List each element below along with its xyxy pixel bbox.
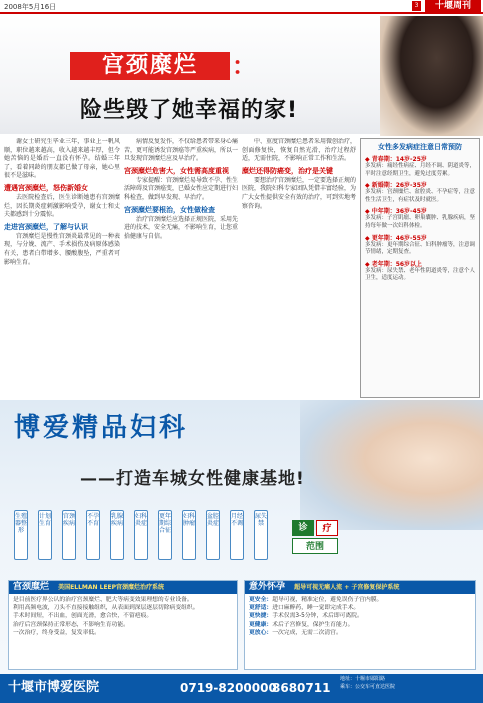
- tip-heading: ◆ 新婚期：26岁-35岁: [365, 182, 427, 190]
- panel-title-bar: [9, 581, 237, 594]
- hospital-name: 十堰市博爱医院: [8, 680, 100, 695]
- tip-item: [365, 206, 475, 230]
- paper-name: 十堰周刊: [425, 0, 481, 13]
- page-number: 3: [412, 1, 421, 11]
- scope-badge-treat: 疗: [316, 520, 338, 536]
- advert-slogan: ——打造车城女性健康基地!: [80, 469, 305, 489]
- tip-heading: ◆ 更年期：46岁-55岁: [365, 234, 427, 242]
- service-tag: 乳腺疾病: [110, 510, 124, 560]
- tip-heading: ◆ 青春期：14岁-25岁: [365, 156, 427, 163]
- panel-list: [245, 594, 475, 639]
- tip-item: [365, 259, 475, 283]
- panel-subtitle: 美国ELLMAN LEEP宫颈糜烂治疗系统: [58, 584, 165, 591]
- panel-list-item: [249, 604, 471, 612]
- feature-key: 更舒适：: [249, 605, 273, 612]
- article-subhead: 走进宫颈糜烂，了解与认识: [4, 222, 88, 231]
- article-paragraph: 谢女士研究生毕业三年，事业上一帆风顺，职位越来越高，收入越来越丰厚，但令她苦恼的是婚后一直没有怀孕。结婚三年了，看着同龄的朋友都已做了母亲，她心里很不是滋味。: [4, 138, 120, 180]
- panel-title: 宫颈糜烂: [13, 582, 50, 592]
- hotline-secondary: 8680711: [272, 681, 331, 695]
- panel-list: [9, 594, 237, 639]
- cervical-treatment-panel: [8, 580, 238, 670]
- feature-value: 超导可视，精准定位，避免误伤子宫内膜。: [272, 597, 383, 603]
- tip-item: [365, 154, 475, 178]
- service-tag: 不孕不育: [86, 510, 100, 560]
- feature-key: 更放心：: [249, 629, 273, 636]
- service-tag: 盆腔炎症: [206, 510, 220, 560]
- article-subhead: 遭遇宫颈糜烂，怒伤新婚女: [4, 183, 88, 192]
- abortion-service-panel: [244, 580, 476, 670]
- panel-list-item: [249, 612, 471, 620]
- article-subhead: 糜烂还得防癌变，治疗是关键: [242, 166, 333, 175]
- service-tag: 宫颈疾病: [62, 510, 76, 560]
- panel-subtitle: 超导可视无痛人流 + 子宫修复保护系统: [294, 584, 400, 591]
- scope-badge-diagnose: 诊: [292, 520, 314, 536]
- hospital-address: 地址：十堰市郧阳路: [340, 676, 386, 682]
- feature-value: 术后子宫修复，保护生育能力。: [272, 621, 354, 628]
- health-tips-box: [360, 138, 480, 398]
- article-subhead: 宫颈糜烂要根治，女性做检查: [124, 205, 215, 214]
- tip-heading: ◆ 中年期：36岁-45岁: [365, 208, 427, 216]
- panel-list-item: 是目前医疗界公认的治疗宫颈糜烂、肥大等病变效果理想的专业设备。: [13, 597, 193, 603]
- article-paragraph: 专家提醒：宫颈糜烂易导致不孕、性生活障碍及宫颈癌变，已婚女性应定期进行妇科检查，做到早发现、早治疗。: [124, 176, 238, 201]
- tip-text: 多发病：子宫肌瘤、卵巢囊肿、乳腺疾病，坚持每年做一次妇科体检。: [365, 215, 476, 229]
- panel-list-item: 手术时间短，不出血，创面光滑，愈合快，不留疤痕。: [13, 613, 153, 620]
- service-tag: 月经不调: [230, 510, 244, 560]
- article-paragraph: 中、重度宫颈糜烂患者采用微创治疗，创面修复快，恢复自然光滑，治疗过程舒适，无需住院，不影响正常工作和生活。: [242, 138, 356, 163]
- tip-item: [365, 180, 475, 204]
- bus-info: 乘车：公交车可直达医院: [340, 683, 396, 690]
- headline-primary: 宫颈糜烂: [70, 52, 230, 80]
- advert-title: 博爱精品妇科: [14, 413, 189, 443]
- panel-list-item: 一次治疗，终身受益，复发率低。: [13, 629, 100, 636]
- article-paragraph: 宫颈糜烂是慢性宫颈炎最常见的一种表现，与分娩、流产、手术损伤及病原体感染有关，患者白带增多、腰酸腹坠，严重者可影响生育。: [4, 232, 120, 266]
- service-tag: 计划生育: [38, 510, 52, 560]
- article-paragraph: 治疗宫颈糜烂应选择正规医院，采用先进的技术，安全无痛，不影响生育，让您重拾健康与自信。: [124, 215, 238, 240]
- scope-badge-range: 范围: [292, 538, 338, 554]
- panel-title: 意外怀孕: [249, 582, 286, 592]
- article-column-right: [242, 138, 356, 398]
- tip-item: [365, 233, 475, 257]
- panel-list-item: [249, 621, 471, 629]
- article-column-middle: [124, 138, 238, 398]
- article-paragraph: 要想治疗宫颈糜烂，一定要选择正规的医院，我院妇科专家团队凭借丰富经验，为广大女性提供安全有效的治疗，可到实地考察咨询。: [242, 176, 356, 210]
- panel-list-item: [249, 629, 471, 637]
- service-tag: 生殖器整形: [14, 510, 28, 560]
- hospital-contact-info: [340, 676, 480, 691]
- feature-key: 更安全：: [249, 597, 273, 603]
- service-tag: 妇科肿瘤: [182, 510, 196, 560]
- service-tag: 尿失禁: [254, 510, 268, 560]
- headline-secondary: 险些毁了她幸福的家!: [80, 98, 299, 123]
- tip-heading: ◆ 老年期：56岁以上: [365, 260, 423, 268]
- panel-list-item: 治疗后宫颈保持正常形态，不影响生育功能。: [13, 621, 129, 628]
- issue-date: 2008年5月16日: [4, 3, 57, 11]
- article-paragraph: 病情反复发作，不仅给患者带来身心痛苦，更可能诱发宫颈癌等严重疾病，所以一旦发现宫颈糜烂应及早治疗。: [124, 138, 238, 163]
- panel-list-item: 利用高频电波，刀头不直接接触组织，从表面到深层逐层切除病变组织。: [13, 605, 199, 612]
- article-column-left: [4, 138, 120, 398]
- advert-model-photo: [300, 400, 483, 530]
- tip-text: 多发病：更年期综合征、妇科肿瘤等，注意调节情绪，定期复查。: [365, 241, 476, 256]
- health-tips-title: 女性多发病症注意日常预防: [378, 143, 462, 151]
- headline-colon: ：: [232, 52, 256, 80]
- service-tag: 更年期综合征: [158, 510, 172, 560]
- feature-key: 更快捷：: [249, 613, 273, 620]
- tip-text: 多发病：宫颈糜烂、盆腔炎、不孕症等，注意性生活卫生，有症状及时就医。: [365, 189, 476, 203]
- feature-value: 进口麻醉药，睡一觉即完成手术。: [272, 605, 360, 612]
- feature-value: 手术仅需3-5分钟，术后即可离院。: [272, 613, 363, 620]
- panel-list-item: [249, 596, 471, 604]
- article-paragraph: 去医院检查后，医生诊断她患有宫颈糜烂，因长期炎症刺激影响受孕，谢女士和丈夫都感到十分震惊。: [4, 193, 120, 219]
- feature-value: 一次完成，无需二次清宫。: [272, 629, 342, 636]
- hotline-primary: 0719-8200000: [180, 681, 277, 695]
- feature-key: 更健康：: [249, 621, 273, 628]
- tip-text: 多发病：痛经性病症、月经不调、阴道炎等，平时注意经期卫生，避免过度劳累。: [365, 163, 476, 177]
- panel-title-bar: [245, 581, 475, 594]
- service-tag: 妇科炎症: [134, 510, 148, 560]
- page-header-bar: [0, 0, 483, 14]
- tip-text: 多发病：尿失禁、老年性阴道炎等，注意个人卫生，适度运动。: [365, 267, 476, 282]
- article-subhead: 宫颈糜烂危害大，女性需高度重视: [124, 166, 229, 175]
